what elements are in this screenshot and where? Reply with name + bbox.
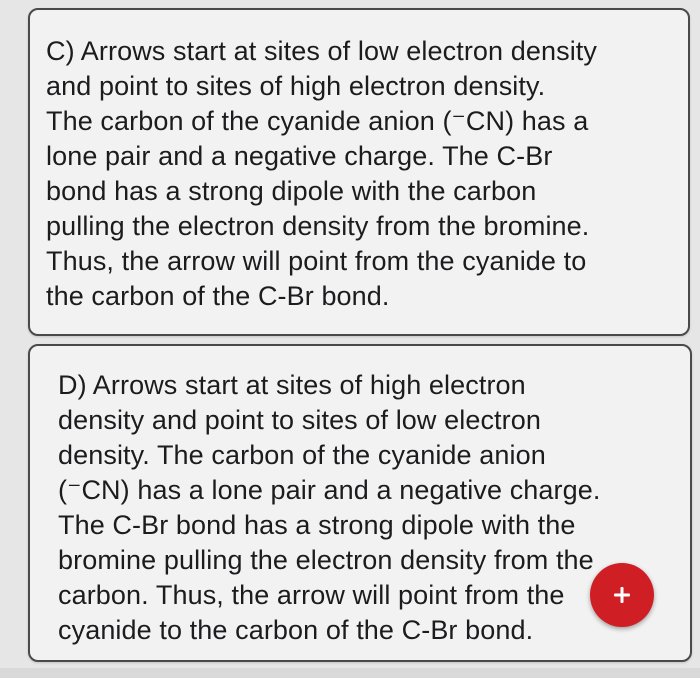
answer-option-d-text: D) Arrows start at sites of high electron density and point to sites of low electron density. The carbon of the cyanide anion (⁻CN) has a lone pair and a negative charge. The C-Br bond has a strong dipole with the bromine pulling the electron density from the carbon. Thus, the arrow will point from the cyanide to the carbon of the C-Br bond. [58, 370, 601, 645]
plus-icon [612, 585, 632, 605]
answer-option-d[interactable] [28, 344, 692, 662]
add-button[interactable] [590, 563, 654, 627]
answer-option-c-text: C) Arrows start at sites of low electron density and point to sites of high electron density. The carbon of the cyanide anion (⁻CN) has a lone pair and a negative charge. The C-Br bond has a strong dipole with the carbon pulling the electron density from the bromine. Thus, the arrow will point from the cyanide to the carbon of the C-Br bond. [46, 36, 597, 311]
bottom-edge [0, 668, 700, 678]
answer-option-c[interactable] [28, 8, 690, 336]
